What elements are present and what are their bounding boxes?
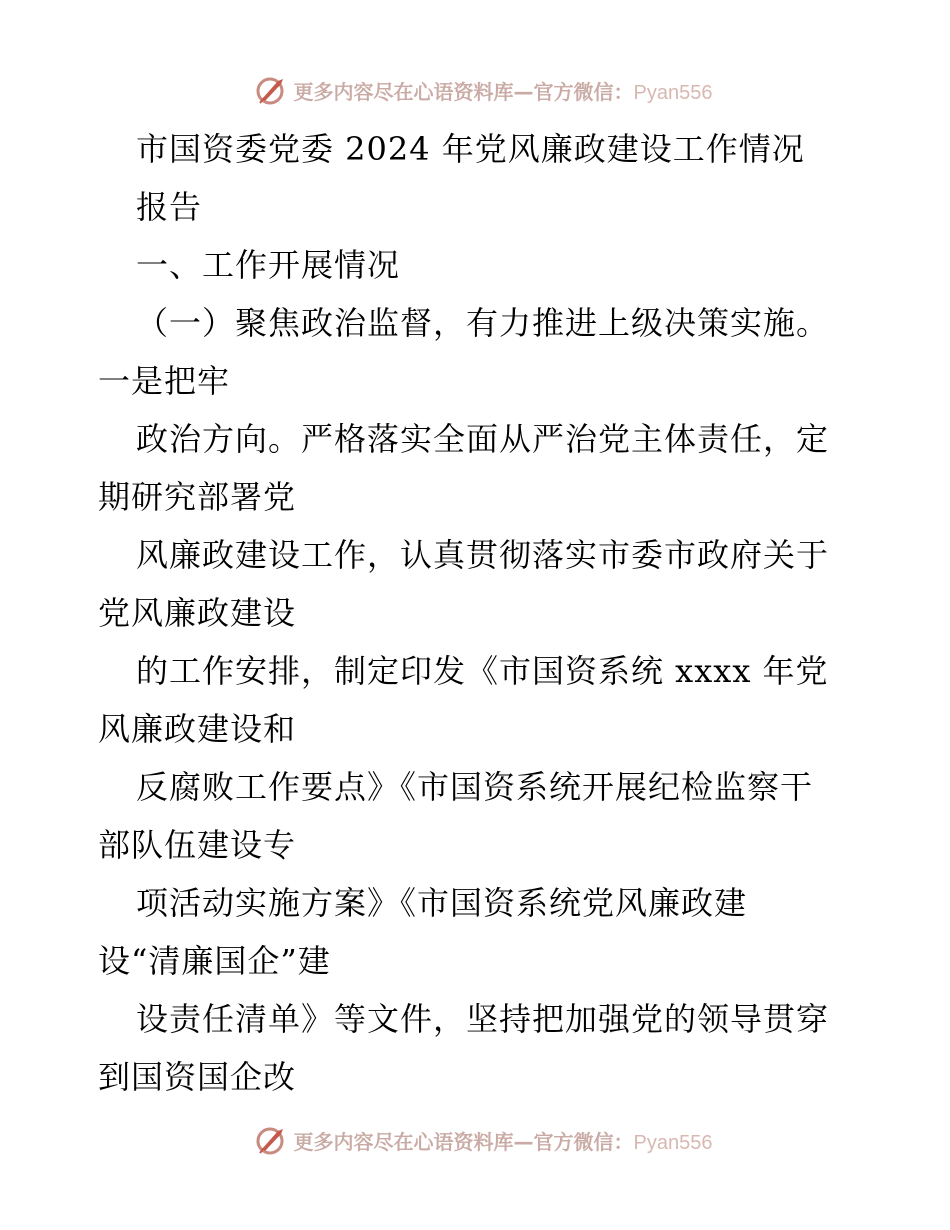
doc-title-line-2: 报告 (136, 188, 203, 226)
body-line: 项活动实施方案》《市国资系统党风廉政建 (136, 884, 748, 922)
body-line: 期研究部署党 (98, 478, 297, 516)
body-line: 政治方向。严格落实全面从严治党主体责任，定 (136, 420, 830, 458)
watermark-text (294, 76, 713, 105)
body-line: 的工作安排，制定印发《市国资系统 xxxx 年党 (136, 652, 829, 690)
watermark-label: 更多内容尽在心语资料库—官方微信： (293, 1129, 634, 1154)
watermark-group (254, 1123, 713, 1157)
pen-logo-icon (254, 73, 288, 107)
body-line: 设“清廉国企”建 (98, 942, 331, 980)
section-heading: 一、工作开展情况 (136, 246, 401, 284)
watermark-banner-top (0, 70, 950, 110)
document-body (98, 120, 858, 1106)
body-line: 设责任清单》等文件，坚持把加强党的领导贯穿 (136, 1000, 830, 1038)
body-line: （一）聚焦政治监督，有力推进上级决策实施。 (136, 304, 830, 342)
body-line: 风廉政建设工作，认真贯彻落实市委市政府关于 (136, 536, 830, 574)
pen-logo-icon (254, 1123, 288, 1157)
watermark-banner-bottom (0, 1120, 950, 1160)
watermark-wechat-id: Pyan556 (633, 81, 713, 104)
body-line: 到国资国企改 (98, 1058, 297, 1096)
body-line: 一是把牢 (98, 362, 231, 400)
watermark-label: 更多内容尽在心语资料库—官方微信： (293, 79, 634, 104)
doc-title-line-1: 市国资委党委 2024 年党风廉政建设工作情况 (136, 130, 805, 168)
body-line: 部队伍建设专 (98, 826, 297, 864)
watermark-text (294, 1126, 713, 1155)
watermark-group (254, 73, 713, 107)
body-line: 风廉政建设和 (98, 710, 297, 748)
body-line: 党风廉政建设 (98, 594, 297, 632)
watermark-wechat-id: Pyan556 (633, 1131, 713, 1154)
body-line: 反腐败工作要点》《市国资系统开展纪检监察干 (136, 768, 814, 806)
